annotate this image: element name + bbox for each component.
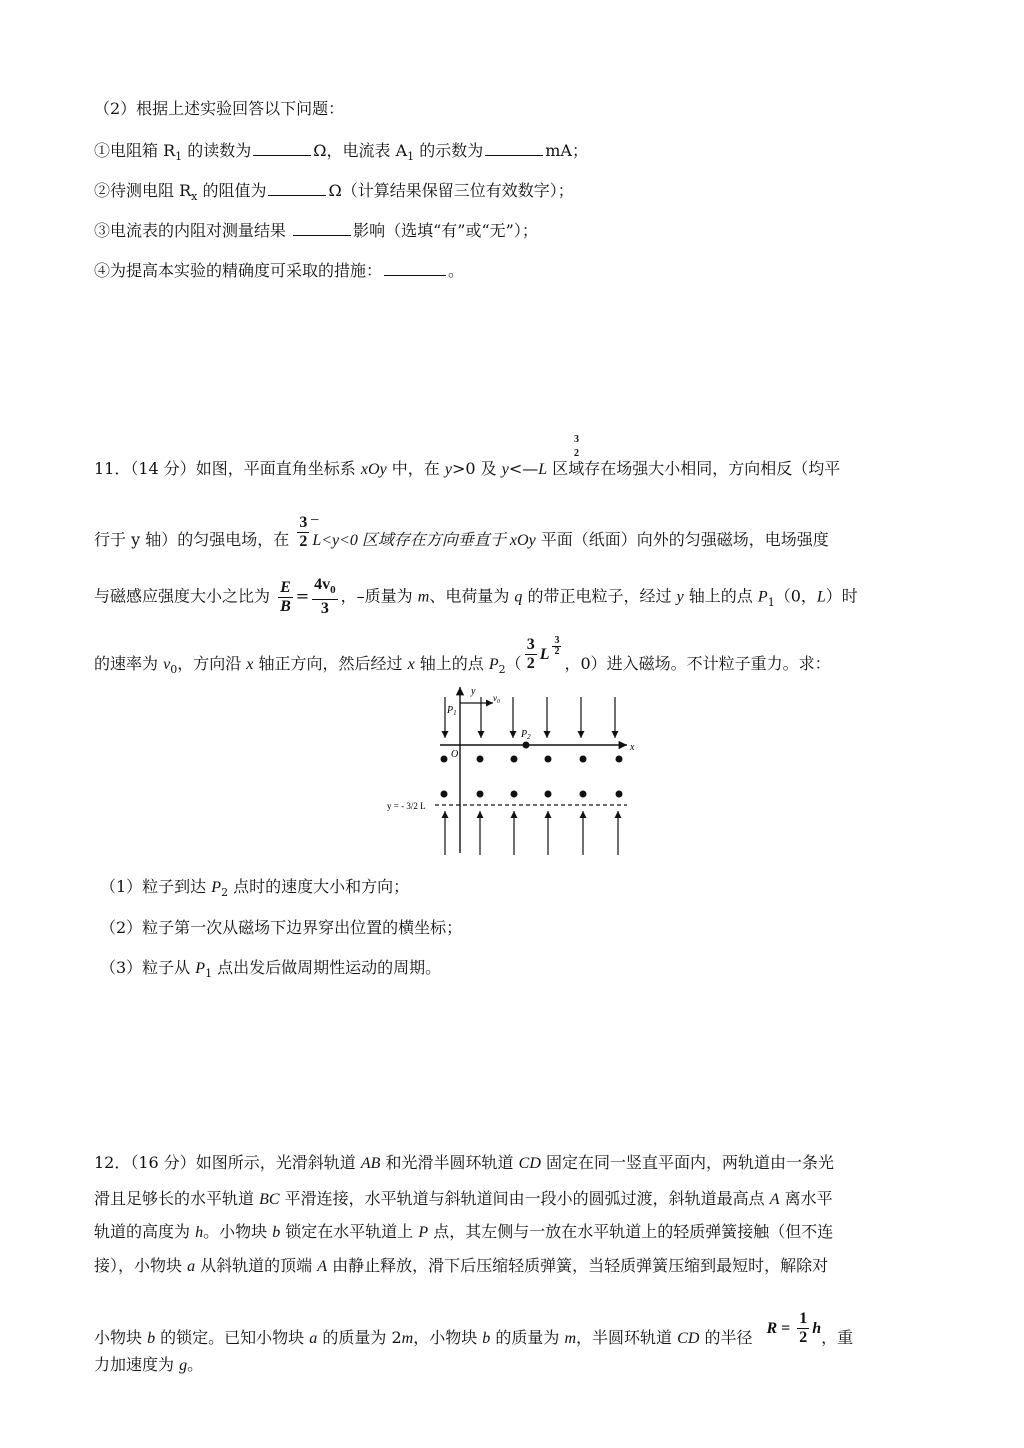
answer-blank[interactable]: [485, 139, 543, 156]
part2-item3: ③电流表的内阻对测量结果 影响（选填“有”或“无”）；: [94, 221, 538, 240]
problem-12-line6: 力加速度为 g。: [94, 1355, 204, 1374]
answer-blank[interactable]: [253, 139, 311, 156]
problem-12-line5: 小物块 b 的锁定。已知小物块 a 的质量为 2m，小物块 b 的质量为 m，半圆环轨道 CD 的半径 R = $\frac{1}{2}$ h，重: [94, 1310, 854, 1347]
boundary-label: y = - 3/2 L: [387, 801, 426, 811]
tiny-fraction-num: 3: [574, 434, 579, 445]
fraction-e-over-b: $\frac{E}{B}$: [280, 578, 291, 615]
problem-11-line3: 与磁感应强度大小之比为 $\frac{E}{B}$ = $\frac{4v_0}{3}$ ，–质量为 m、电荷量为 q 的带正电粒子，经过 y 轴上的点 $P_1(0$，L）时: [94, 576, 858, 618]
origin-label: O: [451, 749, 459, 760]
answer-blank[interactable]: [293, 219, 351, 236]
y-axis-label: y: [471, 686, 476, 697]
problem-11-question3: （3）粒子从 $P_1$ 点出发后做周期性运动的周期。: [100, 958, 442, 981]
x-axis-label: x: [630, 742, 635, 753]
problem-12-line4: 接），小物块 a 从斜轨道的顶端 A 由静止释放，滑下后压缩轻质弹簧，当轻质弹簧压缩到最短时，解除对: [94, 1256, 829, 1275]
p2-point: [523, 742, 530, 749]
fraction-3-2: $\frac{3}{2}$: [299, 514, 308, 550]
answer-blank[interactable]: [384, 259, 446, 276]
minus-sign: −: [310, 512, 320, 529]
problem-12-line2: 滑且足够长的水平轨道 BC 平滑连接，水平轨道与斜轨道间由一段小的圆弧过渡，斜轨道最高点 A 离水平: [94, 1189, 833, 1208]
problem-11-question2: （2）粒子第一次从磁场下边界穿出位置的横坐标；: [100, 918, 463, 937]
p2-label: $P_2$: [521, 729, 531, 741]
fraction-3-2-b: $\frac{3}{2}$: [526, 636, 535, 672]
tiny-fraction-den: 2: [574, 448, 579, 459]
problem-11-line4: 的速率为 $v_0$，方向沿 x 轴正方向，然后经过 x 轴上的点 $P_2$（ $\frac{3}{2}$ L $\frac{3}{2}$ ，0）进入磁场。不计粒子重力。求：: [94, 635, 831, 677]
problem-12-line3: 轨道的高度为 h。小物块 b 锁定在水平轨道上 P 点，其左侧与一放在水平轨道上的轻质弹簧接触（但不连: [94, 1222, 834, 1241]
electric-field-up-arrows: [445, 811, 618, 855]
v0-label: $v_0$: [493, 693, 500, 705]
answer-blank[interactable]: [268, 179, 326, 196]
problem-11-question1: （1）粒子到达 $P_2$ 点时的速度大小和方向；: [100, 877, 410, 900]
part2-heading: （2）根据上述实验回答以下问题：: [94, 99, 345, 118]
field-diagram: [385, 683, 645, 861]
part2-item1: ①电阻箱 $R_1$ 的读数为 Ω，电流表 $A_1$ 的示数为 mA；: [94, 141, 588, 164]
part2-item2: ②待测电阻 $R_x$ 的阻值为 Ω（计算结果保留三位有效数字）；: [94, 181, 574, 204]
problem-11-line1: 11．（14 分）如图，平面直角坐标系 xOy 中，在 y>0 及 y<—L 区域存在场强大小相同，方向相反（均平: [94, 459, 841, 478]
fraction-1-2: $\frac{1}{2}$: [799, 1310, 808, 1346]
magnetic-field-dots: [441, 756, 623, 798]
fraction-4v0-over-3: $\frac{4v_0}{3}$: [314, 576, 336, 618]
part2-item4: ④为提高本实验的精确度可采取的措施： 。: [94, 261, 465, 280]
tiny-fraction-3-2: $\frac{3}{2}$: [554, 635, 560, 657]
problem-12-line1: 12．（16 分）如图所示，光滑斜轨道 AB 和光滑半圆环轨道 CD 固定在同一竖直平面内，两轨道由一条光: [94, 1153, 834, 1172]
p1-label: $P_1$: [447, 705, 457, 717]
problem-11-line2: 行于 y 轴）的匀强电场，在 $\frac{3}{2}$ L<y<0 区域存在方向垂直于 xOy 平面（纸面）向外的匀强磁场，电场强度: [94, 514, 829, 550]
